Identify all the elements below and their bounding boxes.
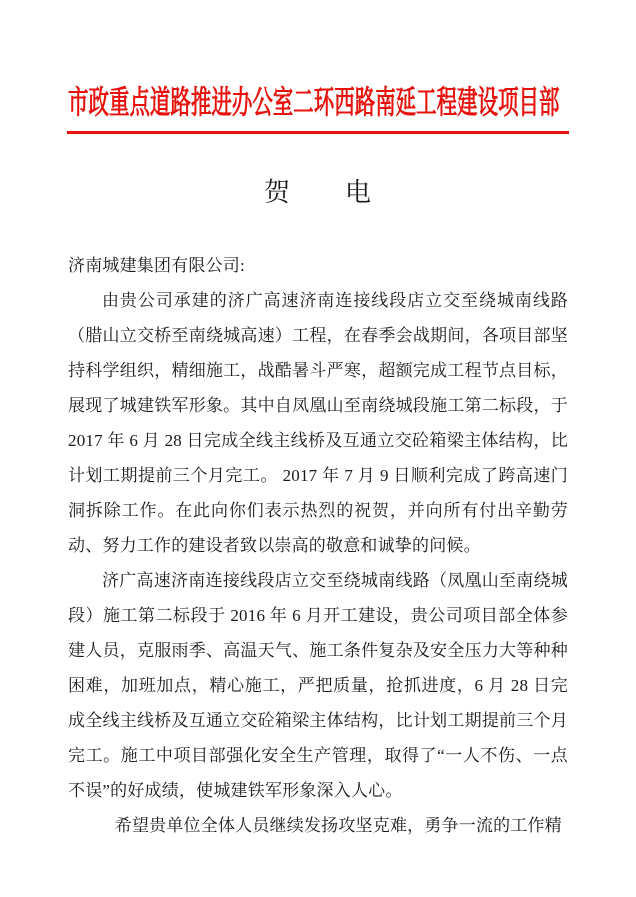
paragraph-project-details: 济广高速济南连接线段店立交至绕城南线路（凤凰山至南绕城段）施工第二标段于 2016 年 6 月开工建设，贵公司项目部全体参建人员，克服雨季、高温天气、施工条件复杂及安全压力大等种种困难，加班加点，精心施工，严把质量，抢抓进度，6 月 28 日完成全线主线桥及互通立交砼箱梁主体结构，比计划工期提前三个月完工。施工中项目部强化安全生产管理，取得了“一人不伤、一点不误”的好成绩，使城建铁军形象深入人心。 [68, 571, 568, 800]
header-underline [67, 131, 569, 134]
letterhead [0, 84, 636, 134]
org-title: 市政重点道路推进办公室二环西路南延工程建设项目部 [68, 83, 560, 121]
document-title: 贺 电 [263, 178, 372, 207]
salutation: 济南城建集团有限公司: [68, 256, 245, 275]
paragraph-congratulation: 由贵公司承建的济广高速济南连接线段店立交至绕城南线路（腊山立交桥至南绕城高速）工程，在春季会战期间，各项目部坚持科学组织，精细施工，战酷暑斗严寒，超额完成工程节点目标，展现了城建铁军形象。其中自凤凰山至南绕城段施工第二标段，于 2017 年 6 月 28 日完成全线主线桥及互通立交砼箱梁主体结构，比计划工期提前三个月完工。 2017 年 7 月 9 日顺利完成了跨高速门洞拆除工作。在此向你们表示热烈的祝贺，并向所有付出辛勤劳动、努力工作的建设者致以崇高的敬意和诚挚的问候。 [68, 291, 568, 555]
paragraph-closing: 希望贵单位全体人员继续发扬攻坚克难，勇争一流的工作精 [114, 816, 562, 835]
document-body [68, 248, 568, 843]
org-title-wrap [68, 84, 568, 120]
